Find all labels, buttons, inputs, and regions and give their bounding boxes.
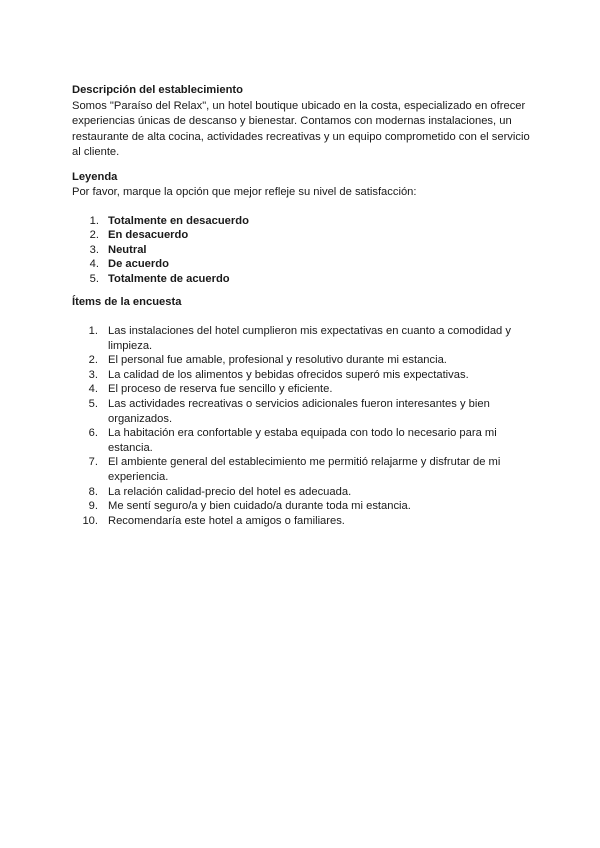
legend-option-label: En desacuerdo xyxy=(108,229,189,242)
legend-title: Leyenda xyxy=(72,170,118,183)
survey-item-number: 9. xyxy=(88,500,98,513)
legend-option-label: Totalmente en desacuerdo xyxy=(108,214,249,227)
survey-item xyxy=(72,514,532,529)
survey-item-number: 4. xyxy=(88,383,98,396)
survey-item-text: Me sentí seguro/a y bien cuidado/a durante toda mi estancia. xyxy=(108,500,411,513)
survey-item-text: La relación calidad-precio del hotel es adecuada. xyxy=(108,485,352,498)
survey-item-text: La calidad de los alimentos y bebidas ofrecidos superó mis expectativas. xyxy=(108,368,469,381)
legend-option xyxy=(72,228,532,243)
survey-item xyxy=(72,426,532,455)
legend-option-label: Neutral xyxy=(108,243,147,256)
survey-item-text: El proceso de reserva fue sencillo y eficiente. xyxy=(108,383,333,396)
legend-option-number: 5. xyxy=(89,272,99,285)
legend-option-number: 1. xyxy=(89,214,99,227)
survey-item-number: 7. xyxy=(88,456,98,469)
survey-item-text: Las instalaciones del hotel cumplieron mis expectativas en cuanto a comodidad y limpieza. xyxy=(108,324,511,352)
survey-items-list xyxy=(72,324,532,528)
legend-option xyxy=(72,272,532,287)
survey-item-number: 2. xyxy=(88,354,98,367)
legend-instruction: Por favor, marque la opción que mejor refleje su nivel de satisfacción: xyxy=(72,186,417,198)
legend-option-number: 3. xyxy=(89,243,99,256)
survey-item-text: El ambiente general del establecimiento me permitió relajarme y disfrutar de mi experiencia. xyxy=(108,456,501,483)
legend-option-number: 2. xyxy=(89,229,99,242)
survey-item xyxy=(72,499,532,514)
survey-item-number: 3. xyxy=(88,368,98,381)
survey-item xyxy=(72,368,532,383)
document-page xyxy=(72,83,532,528)
survey-item-number: 8. xyxy=(88,485,98,498)
survey-item-text: Recomendaría este hotel a amigos o familiares. xyxy=(108,514,345,527)
survey-item-number: 1. xyxy=(88,324,98,337)
survey-item xyxy=(72,485,532,500)
survey-item xyxy=(72,455,532,484)
survey-item-number: 10. xyxy=(82,514,98,527)
survey-item-text: Las actividades recreativas o servicios adicionales fueron interesantes y bien organizados. xyxy=(108,397,490,425)
legend-option xyxy=(72,243,532,258)
survey-item-text: La habitación era confortable y estaba equipada con todo lo necesario para mi estancia. xyxy=(108,427,497,454)
survey-item-text: El personal fue amable, profesional y resolutivo durante mi estancia. xyxy=(108,354,447,367)
survey-item xyxy=(72,353,532,368)
legend-option xyxy=(72,257,532,272)
legend-option-label: De acuerdo xyxy=(108,258,169,271)
survey-item xyxy=(72,324,532,353)
survey-title: Ítems de la encuesta xyxy=(72,296,182,309)
survey-item-number: 6. xyxy=(88,427,98,440)
establishment-title: Descripción del establecimiento xyxy=(72,84,243,96)
legend-options-list xyxy=(72,214,532,287)
legend-option-number: 4. xyxy=(89,258,99,271)
legend-option xyxy=(72,214,532,229)
survey-item-number: 5. xyxy=(88,397,98,410)
survey-item xyxy=(72,382,532,397)
establishment-description: Somos "Paraíso del Relax", un hotel boutique ubicado en la costa, especializado en ofrecer experiencias únicas de descanso y bienestar. Contamos con modernas instalaciones, un restaurante de alta cocina, actividades recreativas y un equipo comprometido con el servicio al cliente. xyxy=(72,99,530,158)
legend-option-label: Totalmente de acuerdo xyxy=(108,272,230,285)
survey-item xyxy=(72,397,532,426)
